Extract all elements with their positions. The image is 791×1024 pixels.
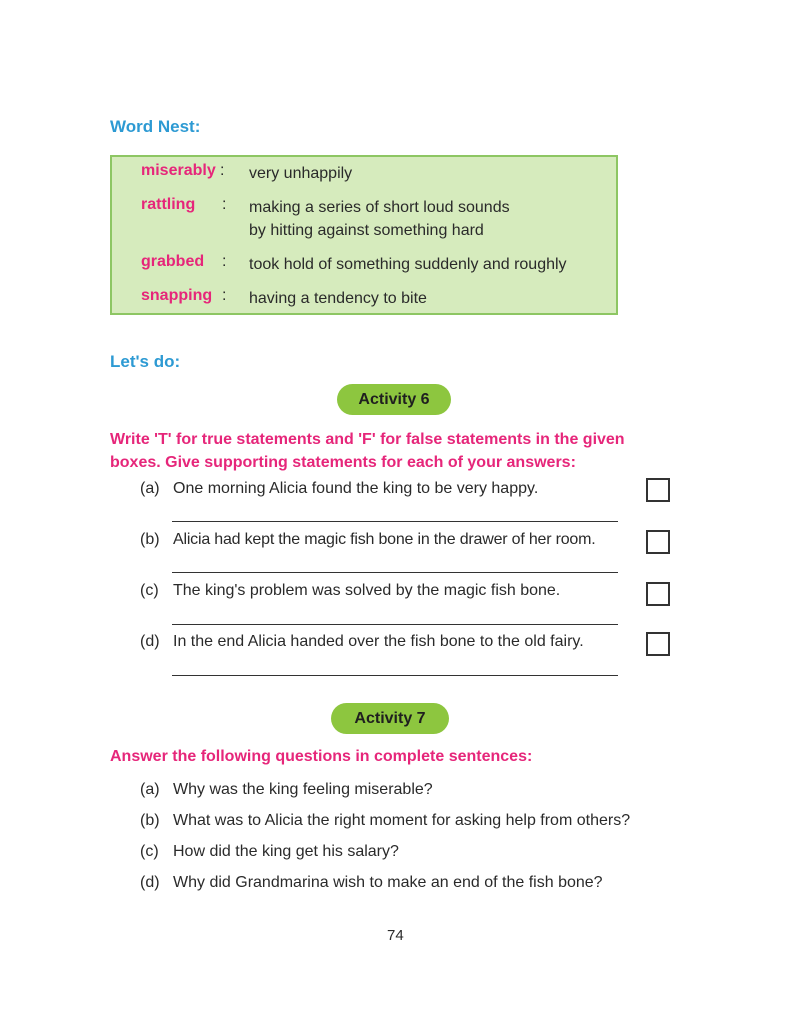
item-text: What was to Alicia the right moment for asking help from others?	[173, 812, 631, 829]
word-definition: took hold of something suddenly and roughly	[249, 256, 567, 273]
word-definition: making a series of short loud sounds	[249, 199, 510, 216]
item-text: Alicia had kept the magic fish bone in the drawer of her room.	[173, 531, 596, 548]
instruction-line: Write 'T' for true statements and 'F' for false statements in the given	[110, 431, 625, 448]
word-nest-box	[110, 155, 618, 315]
item-letter: (b)	[140, 812, 160, 829]
instruction-line: boxes. Give supporting statements for each of your answers:	[110, 454, 576, 471]
answer-line[interactable]	[172, 521, 618, 522]
page-number: 74	[387, 927, 404, 944]
true-false-box[interactable]	[646, 632, 670, 656]
item-letter: (c)	[140, 843, 159, 860]
word-term: miserably	[141, 162, 216, 179]
word-colon: :	[222, 196, 227, 213]
true-false-box[interactable]	[646, 582, 670, 606]
word-colon: :	[220, 162, 225, 179]
word-colon: :	[222, 253, 227, 270]
item-letter: (a)	[140, 781, 160, 798]
item-text: The king's problem was solved by the magic fish bone.	[173, 582, 561, 599]
answer-line[interactable]	[172, 572, 618, 573]
item-letter: (d)	[140, 633, 160, 650]
answer-line[interactable]	[172, 675, 618, 676]
true-false-box[interactable]	[646, 530, 670, 554]
item-letter: (b)	[140, 531, 160, 548]
activity-6-badge: Activity 6	[337, 384, 451, 415]
word-definition: having a tendency to bite	[249, 290, 427, 307]
word-term: rattling	[141, 196, 196, 213]
item-text: In the end Alicia handed over the fish bone to the old fairy.	[173, 633, 584, 650]
item-text: One morning Alicia found the king to be very happy.	[173, 480, 539, 497]
item-letter: (d)	[140, 874, 160, 891]
item-text: How did the king get his salary?	[173, 843, 399, 860]
item-letter: (a)	[140, 480, 160, 497]
item-text: Why was the king feeling miserable?	[173, 781, 433, 798]
word-term: grabbed	[141, 253, 205, 270]
word-term: snapping	[141, 287, 213, 304]
word-colon: :	[222, 287, 227, 304]
word-definition-continued: by hitting against something hard	[249, 222, 484, 239]
activity-7-instruction: Answer the following questions in complete sentences:	[110, 748, 533, 765]
answer-line[interactable]	[172, 624, 618, 625]
word-nest-heading: Word Nest:	[110, 117, 201, 136]
activity-7-badge: Activity 7	[331, 703, 449, 734]
item-letter: (c)	[140, 582, 159, 599]
item-text: Why did Grandmarina wish to make an end of the fish bone?	[173, 874, 603, 891]
activity-6-instruction	[110, 428, 690, 474]
true-false-box[interactable]	[646, 478, 670, 502]
lets-do-heading: Let's do:	[110, 352, 181, 371]
word-definition: very unhappily	[249, 165, 353, 182]
